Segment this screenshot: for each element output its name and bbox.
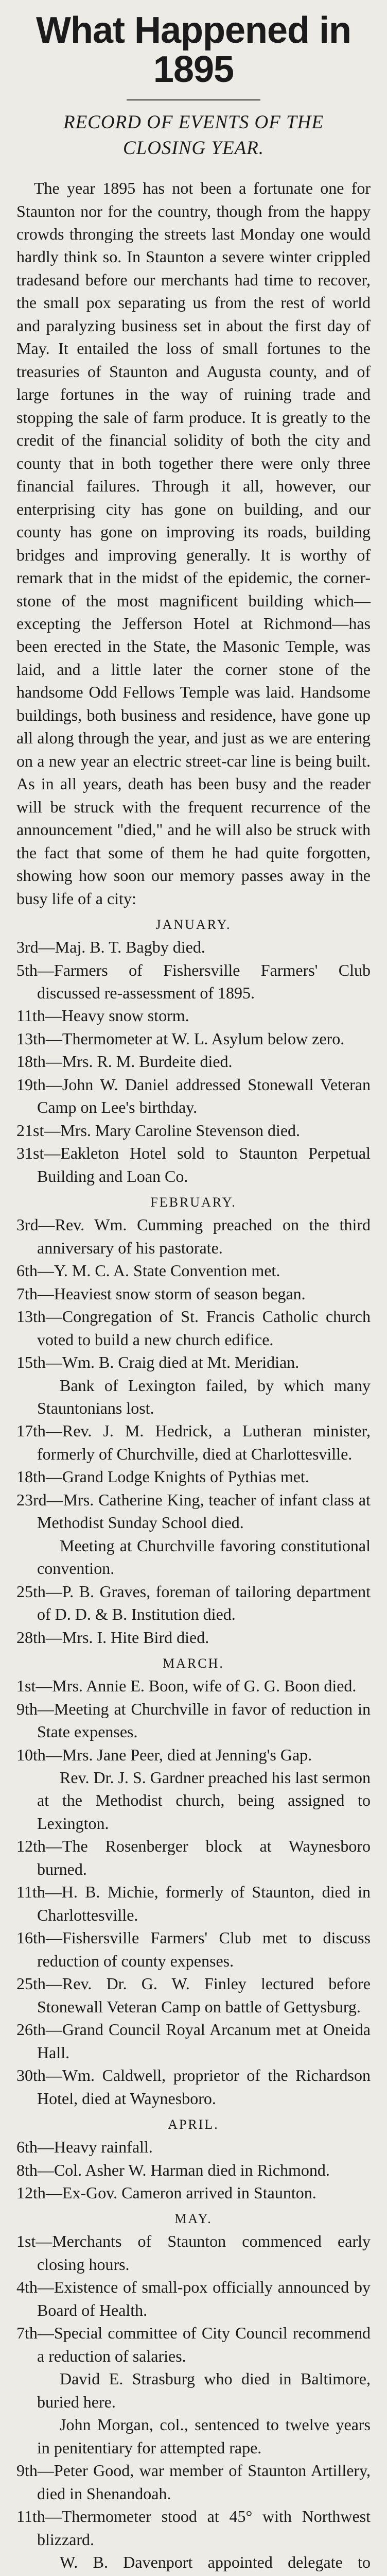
month-heading: MAY. [174, 2211, 213, 2227]
chronology-entry: 21st—Mrs. Mary Caroline Stevenson died. [16, 1121, 301, 1140]
chronology-entry: 11th—Thermometer stood at 45° with Northwest blizzard. [16, 2507, 371, 2549]
chronology-entry: 15th—Wm. B. Craig died at Mt. Meridian. [16, 1353, 300, 1372]
chronology-entry: John Morgan, col., sentenced to twelve years in penitentiary for attempted rape. [37, 2415, 371, 2457]
chronology-entry: W. B. Davenport appointed delegate to [60, 2553, 371, 2571]
chronology-entry: 11th—Heavy snow storm. [16, 1006, 189, 1025]
chronology-entry: Meeting at Churchville favoring constitutional convention. [37, 1536, 371, 1578]
newspaper-column [13, 0, 374, 2576]
chronology-entry: 23rd—Mrs. Catherine King, teacher of infant class at Methodist Sunday School died. [16, 1490, 371, 1532]
chronology-entry: 30th—Wm. Caldwell, proprietor of the Richardson Hotel, died at Waynesboro. [16, 2066, 371, 2108]
headline: What Happened in 1895 [36, 10, 351, 90]
chronology-entry: David E. Strasburg who died in Baltimore, buried here. [37, 2369, 371, 2411]
chronology-entry: 11th—H. B. Michie, formerly of Staunton, died in Charlottesville. [16, 1883, 371, 1924]
subheadline: RECORD OF EVENTS OF THE CLOSING YEAR. [63, 112, 324, 159]
chronology-entry: 13th—Thermometer at W. L. Asylum below zero. [16, 1029, 345, 1048]
chronology-entry: 12th—The Rosenberger block at Waynesboro burned. [16, 1837, 371, 1878]
month-heading: FEBRUARY. [150, 1195, 237, 1210]
chronology-entry: 6th—Y. M. C. A. State Convention met. [16, 1261, 280, 1280]
chronology-entry: 1st—Merchants of Staunton commenced early closing hours. [16, 2232, 371, 2274]
chronology-entry: 26th—Grand Council Royal Arcanum met at Oneida Hall. [16, 2020, 371, 2062]
chronology-entry: Bank of Lexington failed, by which many Stauntonians lost. [37, 1376, 371, 1417]
chronology-entry: 19th—John W. Daniel addressed Stonewall Veteran Camp on Lee's birthday. [16, 1075, 371, 1117]
chronology-entry: 18th—Mrs. R. M. Burdeite died. [16, 1052, 233, 1071]
chronology-entry: 3rd—Rev. Wm. Cumming preached on the third anniversary of his pastorate. [16, 1215, 371, 1257]
chronology-entry: 10th—Mrs. Jane Peer, died at Jenning's Gap. [16, 1745, 312, 1764]
chronology-entry: 3rd—Maj. B. T. Bagby died. [16, 938, 205, 957]
chronology-entry: 7th—Heaviest snow storm of season began. [16, 1284, 306, 1303]
chronology-entry: 25th—Rev. Dr. G. W. Finley lectured before Stonewall Veteran Camp on battle of Gettysburg. [16, 1974, 371, 2016]
chronology [16, 917, 371, 2576]
chronology-entry: 9th—Peter Good, war member of Staunton Artillery, died in Shenandoah. [16, 2461, 371, 2503]
intro-paragraph: The year 1895 has not been a fortunate one for Staunton nor for the country, though from the happy crowds thronging the streets last Monday one would hardly think so. In Staunton a severe winter crippled tradesand before our merchants had time to recover, the small pox separating us from the rest of world and paralyzing business set in about the first day of May. It entailed the loss of small fortunes to the treasuries of Staunton and Augusta county, and of large fortunes in the way of ruining trade and stopping the sale of farm produce. It is greatly to the credit of the financial solidity of both the city and county that in both together there were only three financial failures. Through it all, however, our enterprising city has gone on building, and our county has gone on improving its roads, building bridges and improving generally. It is worthy of remark that in the midst of the epidemic, the corner-stone of the most magnificent building which—excepting the Jefferson Hotel at Richmond—has been erected in the State, the Masonic Temple, was laid, and a little later the corner stone of the handsome Odd Fellows Temple was laid. Handsome buildings, both business and residence, have gone up all along through the year, and just as we are entering on a new year an electric street-car line is being built. As in all years, death has been busy and the reader will be struck with the frequent recurrence of the announcement "died," and he will also be struck with the fact that some of them he had quite forgotten, showing how soon our memory passes away in the busy life of a city: [16, 179, 371, 908]
chronology-entry: 12th—Ex-Gov. Cameron arrived in Staunton. [16, 2183, 316, 2202]
chronology-entry: 5th—Farmers of Fishersville Farmers' Club discussed re-assessment of 1895. [16, 960, 371, 1002]
chronology-entry: 18th—Grand Lodge Knights of Pythias met. [16, 1467, 309, 1486]
chronology-entry: 7th—Special committee of City Council recommend a reduction of salaries. [16, 2324, 371, 2365]
chronology-entry: 8th—Col. Asher W. Harman died in Richmond. [16, 2160, 330, 2179]
month-heading: JANUARY. [155, 917, 232, 933]
chronology-entry: 28th—Mrs. I. Hite Bird died. [16, 1628, 209, 1647]
chronology-entry: 9th—Meeting at Churchville in favor of reduction in State expenses. [16, 1699, 371, 1741]
headline-divider [127, 99, 260, 100]
chronology-entry: 6th—Heavy rainfall. [16, 2138, 153, 2157]
chronology-entry: Rev. Dr. J. S. Gardner preached his last sermon at the Methodist church, being assigned to Lexington. [37, 1768, 371, 1833]
chronology-entry: 31st—Eakleton Hotel sold to Staunton Perpetual Building and Loan Co. [16, 1144, 371, 1185]
chronology-entry: 13th—Congregation of St. Francis Catholic church voted to build a new church edifice. [16, 1307, 371, 1349]
chronology-entry: 25th—P. B. Graves, foreman of tailoring department of D. D. & B. Institution died. [16, 1582, 371, 1624]
month-heading: MARCH. [163, 1656, 224, 1671]
chronology-entry: 4th—Existence of small-pox officially announced by Board of Health. [16, 2278, 371, 2319]
month-heading: APRIL. [168, 2117, 219, 2132]
chronology-entry: 16th—Fishersville Farmers' Club met to discuss reduction of county expenses. [16, 1928, 371, 1970]
chronology-entry: 17th—Rev. J. M. Hedrick, a Lutheran minister, formerly of Churchville, died at Charlottesville. [16, 1421, 371, 1463]
chronology-entry: 1st—Mrs. Annie E. Boon, wife of G. G. Boon died. [16, 1676, 357, 1696]
